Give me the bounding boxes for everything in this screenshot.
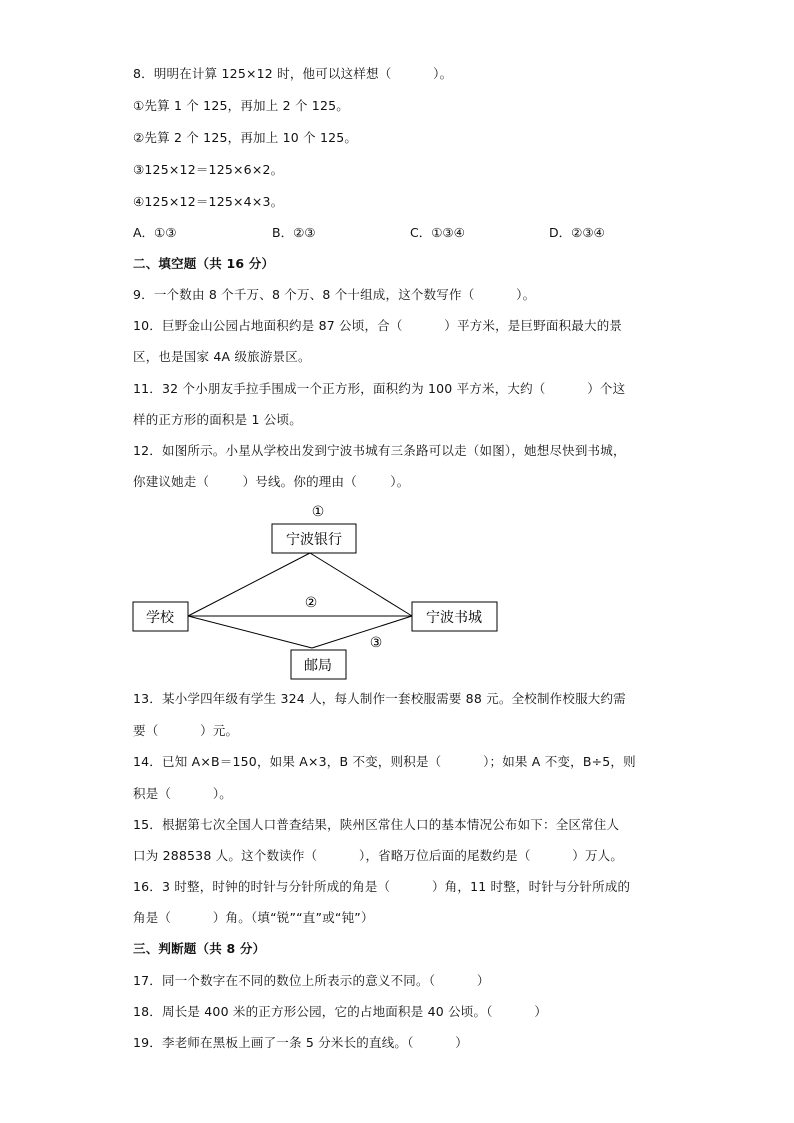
q12-line-2: 你建议她走（ ）号线。你的理由（ ）。 [133,474,410,489]
q11-line-1: 11．32 个小朋友手拉手围成一个正方形，面积约为 100 平方米，大约（ ）个这 [133,381,626,396]
q8-stem: 8．明明在计算 125×12 时，他可以这样想（ ）。 [133,66,453,81]
route-label-2: ② [304,595,318,611]
q8-option-a: A．①③ [133,225,177,240]
q8-option-b: B．②③ [272,225,316,240]
route-school-to-post [188,616,312,648]
q8-statement-1: ①先算 1 个 125，再加上 2 个 125。 [133,98,349,113]
q16-line-2: 角是（ ）角。（填“锐”“直”或“钝”） [133,910,374,925]
q9: 9．一个数由 8 个千万、8 个万、8 个十组成，这个数写作（ ）。 [133,287,536,302]
route-school-to-bank [188,553,310,616]
q8-statement-3: ③125×12＝125×6×2。 [133,162,284,177]
q15-line-2: 口为 288538 人。这个数读作（ ），省略万位后面的尾数约是（ ）万人。 [133,848,624,863]
q13-line-2: 要（ ）元。 [133,723,239,738]
section-heading-judgement: 三、判断题（共 8 分） [133,941,266,956]
q14-line-2: 积是（ ）。 [133,786,232,801]
route-label-1: ① [311,504,325,520]
q11-line-2: 样的正方形的面积是 1 公顷。 [133,412,302,427]
label-bookstore: 宁波书城 [426,610,482,626]
q8-option-d: D．②③④ [549,225,605,240]
q10-line-2: 区，也是国家 4A 级旅游景区。 [133,349,311,364]
q8-option-c: C．①③④ [410,225,465,240]
q13-line-1: 13．某小学四年级有学生 324 人，每人制作一套校服需要 88 元。全校制作校服大约需 [133,691,626,706]
q17: 17．同一个数字在不同的数位上所表示的意义不同。（ ） [133,973,490,988]
section-heading-fill-blank: 二、填空题（共 16 分） [133,256,275,271]
route-label-3: ③ [369,635,383,651]
label-school: 学校 [146,610,174,626]
q10-line-1: 10．巨野金山公园占地面积约是 87 公顷，合（ ）平方米，是巨野面积最大的景 [133,318,623,333]
q8-statement-4: ④125×12＝125×4×3。 [133,194,284,209]
label-bank: 宁波银行 [286,532,342,548]
q19: 19．李老师在黑板上画了一条 5 分米长的直线。（ ） [133,1035,468,1050]
q16-line-1: 16．3 时整，时钟的时针与分针所成的角是（ ）角，11 时整，时针与分针所成的 [133,879,631,894]
route-bank-to-bookstore [310,553,412,616]
q8-statement-2: ②先算 2 个 125，再加上 10 个 125。 [133,130,358,145]
q15-line-1: 15．根据第七次全国人口普查结果，陕州区常住人口的基本情况公布如下：全区常住人 [133,817,620,832]
q12-line-1: 12．如图所示。小星从学校出发到宁波书城有三条路可以走（如图），她想尽快到书城， [133,443,626,458]
label-post: 邮局 [304,658,332,674]
q18: 18．周长是 400 米的正方形公园，它的占地面积是 40 公顷。（ ） [133,1004,548,1019]
route-post-to-bookstore [312,616,412,648]
q14-line-1: 14．已知 A×B＝150，如果 A×3，B 不变，则积是（ ）；如果 A 不变，B÷5，则 [133,754,636,769]
